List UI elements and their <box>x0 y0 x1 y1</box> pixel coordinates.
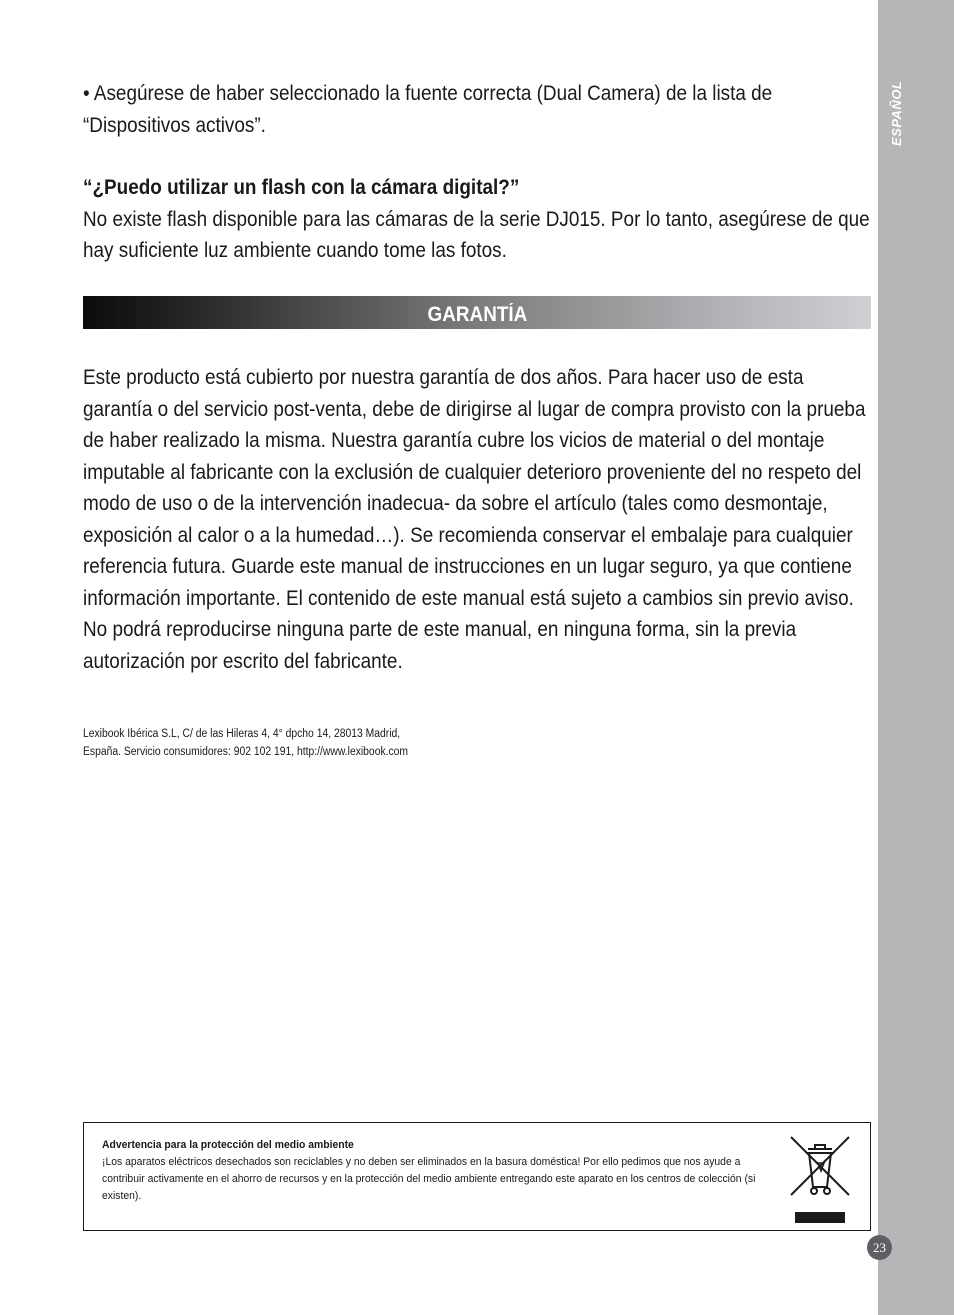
bin-underline-bar <box>795 1212 845 1223</box>
page-number-badge <box>867 1235 892 1260</box>
language-label: ESPAÑOL <box>889 80 904 146</box>
address-line-2: España. Servicio consumidores: 902 102 191, http://www.lexibook.com <box>83 746 409 758</box>
warranty-section-header <box>83 296 871 329</box>
crossed-out-wheelie-bin-icon <box>787 1133 853 1199</box>
page-number: 23 <box>873 1240 886 1255</box>
address-line-1: Lexibook Ibérica S.L, C/ de las Hileras 4, 4° dpcho 14, 28013 Madrid, <box>83 728 401 740</box>
environment-notice-body: ¡Los aparatos eléctricos desechados son reciclables y no deben ser eliminados en la basura doméstica! Por ello pedimos que nos ayude a contribuir activamente en el ahorro de recursos y en la protección del medio ambiente entregando este aparato en los centros de colección (si existen). <box>102 1156 756 1202</box>
faq-block <box>83 172 875 267</box>
company-address <box>83 725 533 761</box>
environment-notice-text <box>102 1137 783 1205</box>
faq-question: “¿Puedo utilizar un flash con la cámara digital?” <box>83 175 520 199</box>
environment-notice-box <box>83 1122 871 1231</box>
warranty-heading <box>83 296 871 329</box>
side-strip <box>878 0 954 1315</box>
bullet-paragraph: • Asegúrese de haber seleccionado la fuente correcta (Dual Camera) de la lista de “Dispositivos activos”. <box>83 81 773 137</box>
environment-notice-title: Advertencia para la protección del medio ambiente <box>102 1139 354 1151</box>
warranty-paragraph: Este producto está cubierto por nuestra garantía de dos años. Para hacer uso de esta garantía o del servicio post-venta, debe de dirigirse al lugar de compra provisto con la prueba de haber realizado la misma. Nuestra garantía cubre los vicios de material o del montaje imputable al fabricante con la exclusión de cualquier deterioro proveniente del no respeto del modo de uso o de la intervención inadecua- da sobre el artículo (tales como desmontaje, exposición al calor o a la humedad…). Se recomienda conservar el embalaje para cualquier referencia futura. Guarde este manual de instrucciones en un lugar seguro, ya que contiene información importante. El contenido de este manual está sujeto a cambios sin previo aviso. No podrá reproducirse ninguna parte de este manual, en ninguna forma, sin la previa autorización por escrito del fabricante. <box>83 365 866 673</box>
faq-answer: No existe flash disponible para las cámaras de la serie DJ015. Por lo tanto, asegúrese de que hay suficiente luz ambiente cuando tome las fotos. <box>83 206 870 262</box>
warranty-heading-text: GARANTÍA <box>427 303 527 326</box>
